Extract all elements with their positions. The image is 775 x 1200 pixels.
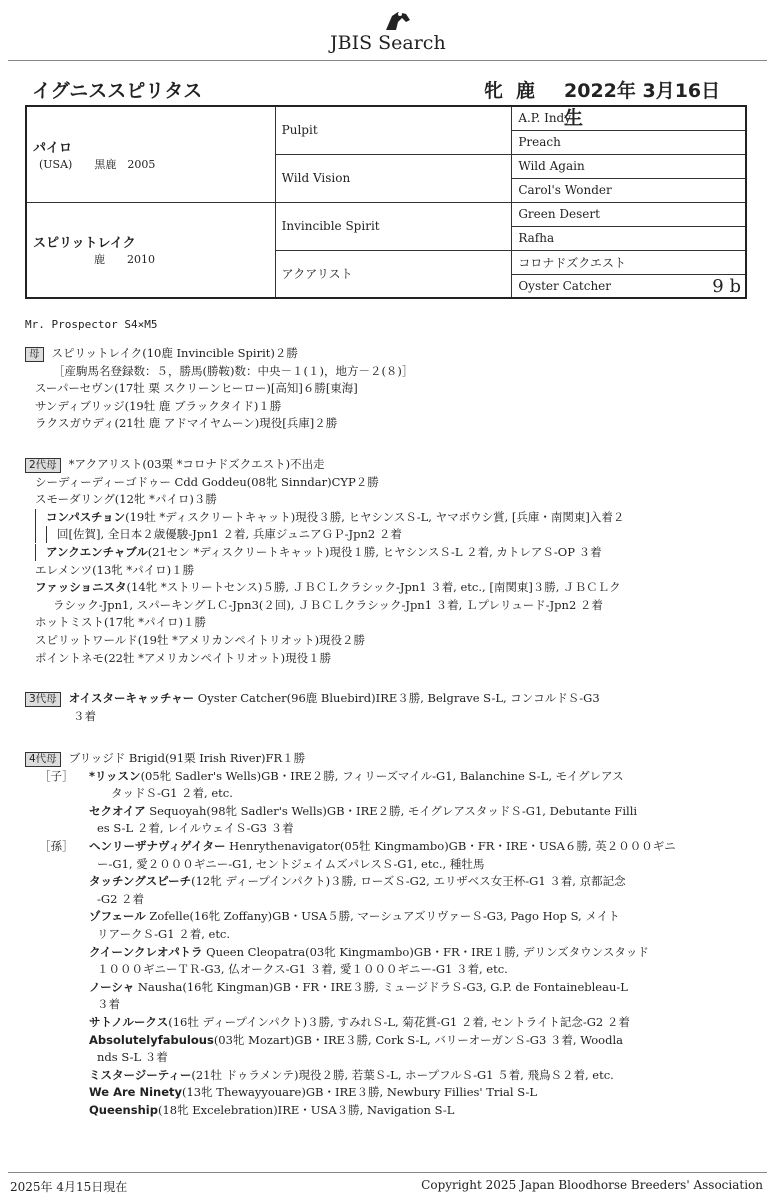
- dam-sire[interactable]: Invincible Spirit: [275, 202, 512, 250]
- gen3-3[interactable]: Wild Again: [512, 154, 746, 178]
- record-text: Queen Cleopatra(03牝 Kingmambo)GB・FR・IRE１勝, デリンズタウンスタッド: [202, 944, 649, 959]
- record-text: Oyster Catcher(96鹿 Bluebird)IRE３勝, Belgrave S-L, コンコルドＳ-G3: [194, 691, 600, 705]
- record-text: リアークＳ-G1 ２着, etc.: [97, 926, 231, 941]
- inbreeding-cross: Mr. Prospector S4×M5: [25, 318, 158, 331]
- jbis-logo[interactable]: [330, 8, 460, 56]
- dam-cell: [26, 202, 275, 298]
- sire-info: (USA) 黒鹿 2005: [39, 157, 156, 171]
- second-dam-line: *アクアリスト(03栗 *コロナドズクエスト)不出走: [68, 457, 325, 471]
- gen3-2[interactable]: Preach: [512, 130, 746, 154]
- horse-link[interactable]: ミスタージーティー: [89, 1067, 192, 1082]
- record-text: (05牝 Sadler's Wells)GB・IRE２勝, フィリーズマイル-G1, Balanchine S-L, モイグレアス: [140, 768, 624, 783]
- offspring-item: ラクスガウディ(21牡 鹿 アドマイヤムーン)現役[兵庫]２勝: [35, 416, 338, 431]
- record-text: (03牝 Mozart)GB・IRE３勝, Cork S-L, バリーオーガンＳ-G3 ３着, Woodla: [213, 1032, 624, 1047]
- record-text: (14牝 *ストリートセンス)５勝, ＪＢＣＬクラシック-Jpn1 ３着, etc., [南関東]３勝, ＪＢＣＬク: [126, 580, 621, 595]
- horse-link[interactable]: アンクエンチャブル: [46, 544, 148, 559]
- record-text: 回[佐賀], 全日本２歳優駿-Jpn1 ２着, 兵庫ジュニアＧＰ-Jpn2 ２着: [57, 527, 402, 542]
- record-text: ３着: [97, 997, 120, 1012]
- offspring-item: ホットミスト(17牝 *パイロ)１勝: [35, 615, 207, 630]
- section-tag: 3代母: [25, 692, 61, 707]
- dam-info: 鹿 2010: [39, 253, 155, 267]
- pedigree-table: [25, 105, 747, 299]
- copyright: Copyright 2025 Japan Bloodhorse Breeders' Association: [421, 1178, 763, 1192]
- offspring-item: スピリットワールド(19牡 *アメリカンペイトリオット)現役２勝: [35, 632, 366, 647]
- horse-link[interactable]: ゾフェール: [89, 909, 146, 924]
- horse-sex: 牝: [484, 80, 504, 102]
- second-dam-section: [25, 456, 745, 667]
- record-text: (16牡 ディープインパクト)３勝, すみれＳ-L, 菊花賞-G1 ２着, セントライト記念-G2 ２着: [168, 1014, 630, 1029]
- offspring-item: エレメンツ(13牝 *パイロ)１勝: [35, 562, 195, 577]
- logo-text: JBIS Search: [330, 32, 446, 54]
- record-text: ラシック-Jpn1, スパーキングＬＣ-Jpn3(２回), ＪＢＣＬクラシック-Jpn1 ３着, Ｌプレリュード-Jpn2 ２着: [53, 597, 603, 612]
- header-divider: [8, 60, 767, 61]
- horse-color: 鹿: [516, 80, 536, 102]
- dam-line: スピリットレイク(10鹿 Invincible Spirit)２勝: [51, 346, 298, 360]
- horse-dob: 2022年 3月16日生: [564, 80, 721, 129]
- dam-name[interactable]: スピリットレイク: [33, 236, 136, 252]
- record-text: (13牝 Thewayyouare)GB・IRE３勝, Newbury Fillies' Trial S-L: [182, 1085, 538, 1100]
- third-dam-section: [25, 690, 745, 725]
- gen3-7[interactable]: コロナドズクエスト: [512, 250, 746, 274]
- gen3-6[interactable]: Rafha: [512, 226, 746, 250]
- horse-link[interactable]: Absolutelyfabulous: [89, 1032, 214, 1047]
- offspring-item: ポイントネモ(22牡 *アメリカンペイトリオット)現役１勝: [35, 650, 332, 665]
- gen3-1[interactable]: A.P. Indy: [512, 106, 746, 130]
- record-text: (21牡 ドゥラメンテ)現役２勝, 若葉Ｓ-L, ホープフルＳ-G1 ５着, 飛鳥Ｓ２着, etc.: [191, 1067, 614, 1082]
- grandchildren-label: ［孫］: [39, 838, 74, 853]
- dam-dam[interactable]: アクアリスト: [275, 250, 512, 298]
- horse-link[interactable]: クイーンクレオパトラ: [89, 944, 203, 959]
- horse-name: イグニススピリタス: [32, 80, 203, 102]
- gen3-8-cell: [512, 274, 746, 298]
- sire-name[interactable]: パイロ: [33, 140, 73, 156]
- offspring-item: スーパーセヴン(17牡 栗 スクリーンヒーロー)[高知]６勝[東海]: [35, 381, 358, 396]
- sire-cell: [26, 106, 275, 202]
- section-tag: 母: [25, 347, 44, 362]
- section-tag: 4代母: [25, 752, 61, 767]
- record-text: -G2 ２着: [97, 891, 145, 906]
- record-text: es S-L ２着, レイルウェイＳ-G3 ３着: [97, 821, 294, 836]
- fourth-dam-section: [25, 750, 745, 1119]
- horse-link[interactable]: オイスターキャッチャー: [68, 691, 195, 705]
- record-text: (18牝 Excelebration)IRE・USA３勝, Navigation S-L: [157, 1102, 455, 1117]
- children-label: ［子］: [39, 768, 74, 783]
- offspring-stats: ［産駒馬名登録数：５，勝馬(勝鞍)数：中央－１(１)，地方－２(８)］: [53, 363, 414, 378]
- record-text: nds S-L ３着: [97, 1050, 168, 1065]
- sire-sire[interactable]: Pulpit: [275, 106, 512, 154]
- record-text: Nausha(16牝 Kingman)GB・FR・IRE３勝, ミュージドラＳ-G3, G.P. de Fontainebleau-L: [134, 979, 628, 994]
- horse-link[interactable]: *リッスン: [89, 768, 141, 783]
- sire-dam[interactable]: Wild Vision: [275, 154, 512, 202]
- horse-link[interactable]: ヘンリーザナヴィゲイター: [89, 838, 226, 853]
- offspring-item: サンディブリッジ(19牡 鹿 ブラックタイド)１勝: [35, 398, 282, 413]
- offspring-item: スモーダリング(12牝 *パイロ)３勝: [35, 492, 217, 507]
- record-text: Zofelle(16牝 Zoffany)GB・USA５勝, マーシュアズリヴァーＳ-G3, Pago Hop S, メイト: [145, 909, 620, 924]
- horse-link[interactable]: ファッショニスタ: [35, 580, 127, 595]
- horse-link[interactable]: ノーシャ: [89, 979, 135, 994]
- record-text: Henrythenavigator(05牡 Kingmambo)GB・FR・IRE・USA６勝, 英２０００ギニ: [225, 838, 676, 853]
- section-tag: 2代母: [25, 458, 61, 473]
- horse-link[interactable]: タッチングスピーチ: [89, 874, 192, 889]
- gen3-5[interactable]: Green Desert: [512, 202, 746, 226]
- horse-link[interactable]: サトノルークス: [89, 1014, 169, 1029]
- horse-link[interactable]: We Are Ninety: [89, 1085, 182, 1100]
- as-of-date: 2025年 4月15日現在: [10, 1180, 128, 1194]
- gen3-4[interactable]: Carol's Wonder: [512, 178, 746, 202]
- record-text: ３着: [73, 708, 96, 723]
- horse-link[interactable]: セクオイア: [89, 803, 146, 818]
- horse-logo-icon: [376, 8, 446, 34]
- record-text: １０００ギニーＴＲ-G3, 仏オークス-G1 ３着, 愛１０００ギニー-G1 ３着, etc.: [97, 962, 508, 977]
- record-text: タッドＳ-G1 ２着, etc.: [111, 786, 233, 801]
- family-code: 9 b: [712, 275, 741, 297]
- gen3-8[interactable]: Oyster Catcher: [518, 278, 612, 293]
- footer-divider: [8, 1172, 767, 1173]
- offspring-item: シーディーディーゴドゥー Cdd Goddeu(08牝 Sinndar)CYP２勝: [35, 474, 379, 489]
- horse-link[interactable]: Queenship: [89, 1102, 158, 1117]
- fourth-dam-line: ブリッジド Brigid(91栗 Irish River)FR１勝: [68, 751, 306, 765]
- horse-link[interactable]: コンパスチョン: [46, 509, 126, 524]
- dam-section: [25, 345, 745, 433]
- record-text: (21セン *ディスクリートキャット)現役１勝, ヒヤシンスＳ-L ２着, カトレアＳ-OP ３着: [147, 544, 602, 559]
- record-text: (19牡 *ディスクリートキャット)現役３勝, ヒヤシンスＳ-L, ヤマボウシ賞, [兵庫・南関東]入着２: [125, 509, 625, 524]
- record-text: (12牝 ディープインパクト)３勝, ローズＳ-G2, エリザベス女王杯-G1 ３着, 京都記念: [191, 874, 626, 889]
- record-text: ー-G1, 愛２０００ギニー-G1, セントジェイムズパレスＳ-G1, etc., 種牡馬: [97, 856, 485, 871]
- record-text: Sequoyah(98牝 Sadler's Wells)GB・IRE２勝, モイグレアスタッドＳ-G1, Debutante Filli: [145, 803, 638, 818]
